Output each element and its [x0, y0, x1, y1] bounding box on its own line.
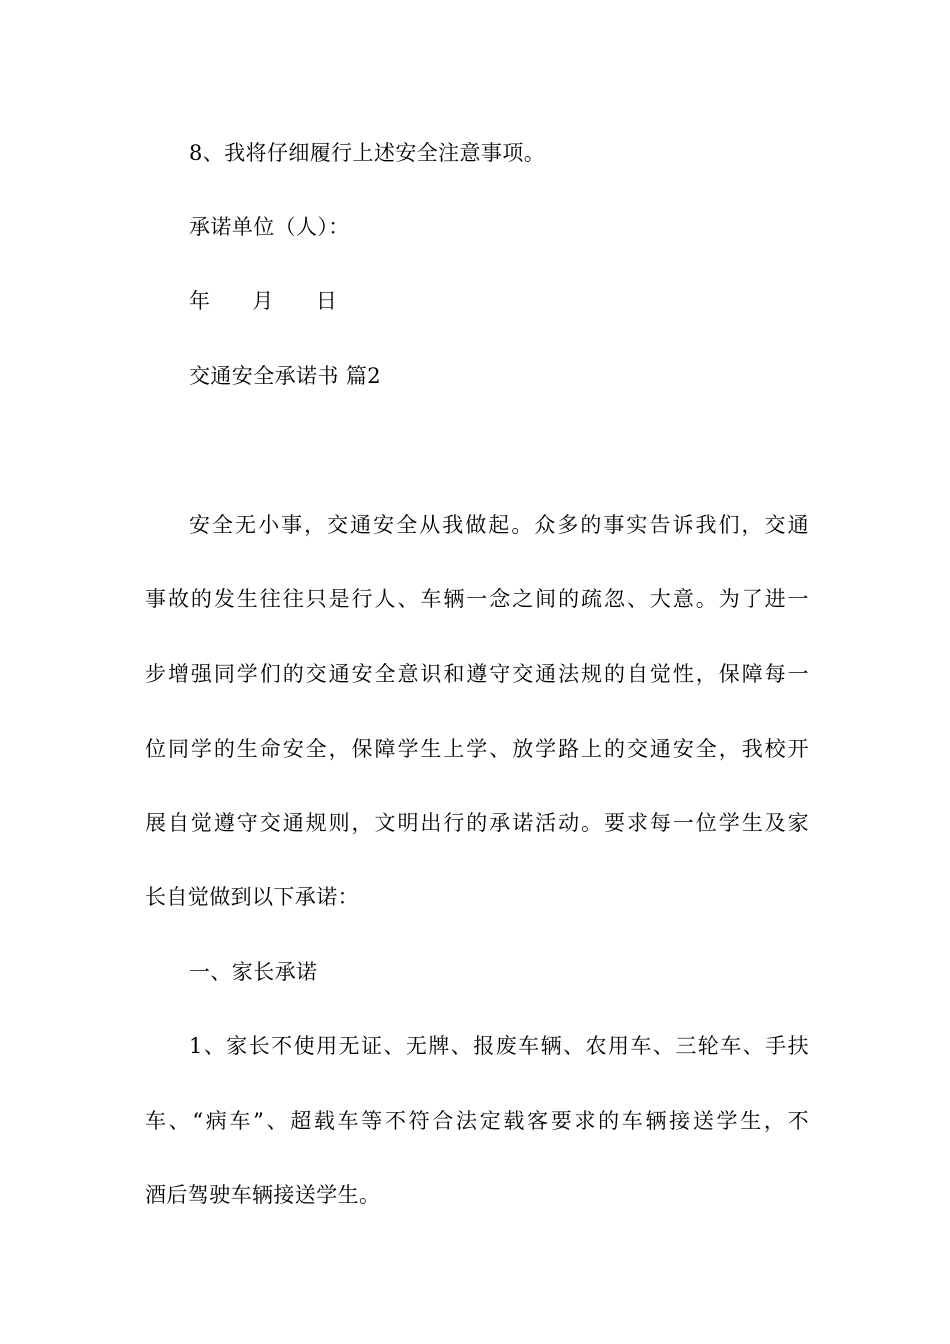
item-8: 8、我将仔细履行上述安全注意事项。 — [189, 141, 546, 165]
date-month: 月 — [252, 289, 274, 313]
date-day: 日 — [315, 289, 338, 313]
date-line — [189, 286, 809, 316]
paragraph-line: 位同学的生命安全，保障学生上学、放学路上的交通安全，我校开 — [145, 737, 809, 761]
subsection-heading: 一、家长承诺 — [189, 960, 318, 984]
paragraph-line: 1、家长不使用无证、无牌、报废车辆、农用车、三轮车、手扶 — [189, 1034, 809, 1058]
paragraph-line: 展自觉遵守交通规则，文明出行的承诺活动。要求每一位学生及家 — [145, 811, 809, 835]
paragraph-line: 长自觉做到以下承诺： — [145, 885, 359, 909]
date-year: 年 — [189, 289, 211, 313]
paragraph-line: 安全无小事，交通安全从我做起。众多的事实告诉我们，交通 — [189, 513, 809, 537]
paragraph-line: 事故的发生往往只是行人、车辆一念之间的疏忽、大意。为了进一 — [145, 587, 809, 611]
paragraph-line: 步增强同学们的交通安全意识和遵守交通法规的自觉性，保障每一 — [145, 662, 809, 686]
paragraph-line: 酒后驾驶车辆接送学生。 — [145, 1183, 381, 1207]
paragraph-line: 车、“病车”、超载车等不符合法定载客要求的车辆接送学生，不 — [145, 1109, 809, 1133]
promisor-label: 承诺单位（人）： — [189, 215, 350, 239]
section-title: 交通安全承诺书 篇2 — [189, 364, 382, 388]
